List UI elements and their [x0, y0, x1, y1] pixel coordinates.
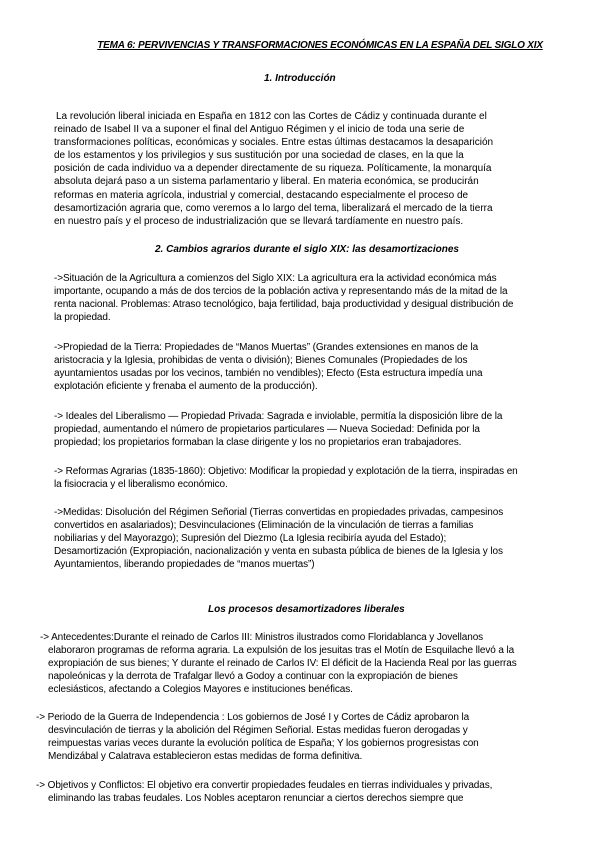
text-line: Desamortización (Expropiación, nacionalización y venta en subasta pública de bienes de la Iglesia y los — [54, 546, 503, 558]
text-line: ->Propiedad de la Tierra: Propiedades de “Manos Muertas” (Grandes extensiones en manos de la — [54, 342, 479, 353]
land-ownership-paragraph — [54, 341, 584, 393]
agriculture-situation-paragraph — [54, 272, 584, 324]
text-line: la propiedad. — [54, 312, 111, 324]
agrarian-reforms-paragraph — [54, 465, 584, 491]
text-line: -> Ideales del Liberalismo — Propiedad Privada: Sagrada e inviolable, permitía la disposición libre de la — [54, 411, 503, 422]
text-line: napoleónicas y la derrota de Trafalgar llevó a Godoy a continuar con la expropiación de bienes — [48, 671, 458, 683]
text-line: renta nacional. Problemas: Atraso tecnológico, baja fertilidad, baja productividad y desigual distribución de — [54, 299, 514, 311]
text-line: -> Objetivos y Conflictos: El objetivo era convertir propiedades feudales en tierras individuales y privadas, — [36, 780, 493, 791]
text-line: propiedad, aumentando el número de propietarios particulares — Nueva Sociedad: Definida por la — [54, 424, 480, 436]
text-line: en nuestro país y el proceso de industrialización que se llevará tardíamente en nuestro país. — [54, 215, 464, 227]
measures-paragraph — [54, 506, 584, 571]
text-line: propiedad; los propietarios formaban la clase dirigente y los no propietarios eran trabajadores. — [54, 437, 462, 449]
text-line: explotación eficiente y frenaba el aumento de la producción). — [54, 381, 318, 393]
text-line: desamortización agraria que, como veremos a lo largo del tema, liberalizará el mercado de la tierra — [54, 202, 493, 214]
document-title: TEMA 6: PERVIVENCIAS Y TRANSFORMACIONES ECONÓMICAS EN LA ESPAÑA DEL SIGLO XIX — [97, 40, 543, 51]
text-line: eclesiásticos, afectando a Colegios Mayores e instituciones benéficas. — [48, 684, 353, 696]
text-line: posición de cada individuo va a depender directamente de su riqueza. Políticamente, la monarquía — [54, 163, 492, 175]
text-line: -> Reformas Agrarias (1835-1860): Objetivo: Modificar la propiedad y explotación de la tierra, inspiradas en — [54, 466, 518, 477]
objectives-conflicts-paragraph — [36, 779, 566, 805]
text-line: ->Medidas: Disolución del Régimen Señorial (Tierras convertidas en propiedades privadas, campesinos — [54, 507, 504, 518]
text-line: Ayuntamientos, liberando propiedades de “manos muertas”) — [54, 559, 315, 571]
text-line: ->Situación de la Agricultura a comienzos del Siglo XIX: La agricultura era la actividad económica más — [54, 273, 497, 284]
text-line: -> Periodo de la Guerra de Independencia : Los gobiernos de José I y Cortes de Cádiz aprobaron la — [36, 712, 470, 723]
text-line: reimpuestas varias veces durante la evolución política de España; Y los gobiernos progresistas con — [48, 738, 479, 750]
text-line: eliminando las trabas feudales. Los Nobles aceptaron renunciar a ciertos derechos siempre que — [48, 793, 464, 805]
section-heading-disentailment-processes: Los procesos desamortizadores liberales — [208, 604, 405, 615]
liberalism-ideals-paragraph — [54, 410, 584, 449]
text-line: elaboraron programas de reforma agraria. La expulsión de los jesuitas tras el Motín de Esquilache llevó a la — [48, 645, 515, 657]
text-line: reformas en materia agrícola, industrial y comercial, destacando especialmente el proceso de — [54, 189, 469, 201]
introduction-paragraph — [54, 110, 574, 228]
text-line: expropiación de sus bienes; Y durante el reinado de Carlos IV: El déficit de la Hacienda Real por las guerras — [48, 658, 517, 670]
text-line: convertidos en asalariados); Desvinculaciones (Eliminación de la vinculación de tierras a familias — [54, 520, 474, 532]
text-line: -> Antecedentes:Durante el reinado de Carlos III: Ministros ilustrados como Floridablanca y Jovellanos — [40, 632, 484, 643]
text-line: de los estamentos y los privilegios y sus sustitución por una sociedad de clases, en la que la — [54, 150, 464, 162]
text-line: desvinculación de tierras y la abolición del Régimen Señorial. Estas medidas fueron derogadas y — [48, 725, 468, 737]
text-line: aristocracia y la Iglesia, prohibidas de venta o división); Bienes Comunales (Propiedades de los — [54, 355, 468, 367]
text-line: ayuntamientos usadas por los vecinos, también no vendibles); Efecto (Esta estructura impedía una — [54, 368, 483, 380]
antecedents-paragraph — [36, 631, 566, 696]
independence-war-paragraph — [36, 711, 566, 763]
text-line: transformaciones políticas, económicas y sociales. Entre estas últimas destacamos la desaparición — [54, 137, 494, 149]
text-line: reinado de Isabel II va a suponer el final del Antiguo Régimen y el inicio de toda una serie de — [54, 124, 465, 136]
text-line: La revolución liberal iniciada en España en 1812 con las Cortes de Cádiz y continuada durante el — [56, 111, 487, 122]
text-line: importante, ocupando a más de dos tercios de la población activa y representando más de la mitad de la — [54, 286, 508, 298]
text-line: la fisiocracia y el liberalismo económico. — [54, 479, 228, 491]
text-line: nobiliarias y del Mayorazgo); Supresión del Diezmo (La Iglesia recibiría ayuda del Estado); — [54, 533, 447, 545]
text-line: Mendizábal y Calatrava establecieron estas medidas de forma definitiva. — [48, 751, 363, 763]
text-line: absoluta dejará paso a un sistema parlamentario y liberal. En materia económica, se producirán — [54, 176, 479, 188]
section-heading-introduction: 1. Introducción — [264, 73, 336, 84]
section-heading-agrarian-changes: 2. Cambios agrarios durante el siglo XIX: las desamortizaciones — [155, 244, 459, 255]
